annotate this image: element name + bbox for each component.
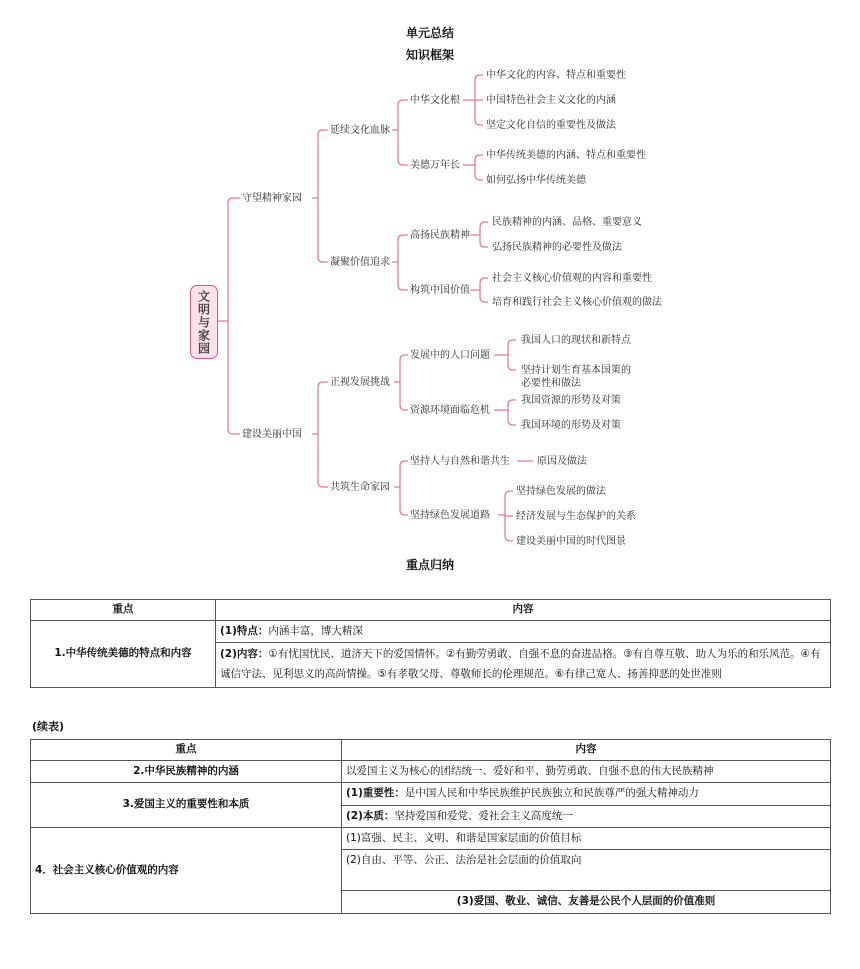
leaf-brace-trunk: [475, 155, 480, 180]
leaf-brace-trunk: [480, 222, 485, 247]
level3-node: 中华文化根: [410, 95, 460, 106]
mind-map-root: 文明与家园: [190, 285, 218, 359]
leaf-node: 社会主义核心价值观的内容和重要性: [492, 273, 652, 284]
content-cell: [342, 805, 831, 827]
leaf-node: 中华传统美德的内涵、特点和重要性: [486, 150, 646, 161]
content-cell: (3)爱国、敬业、诚信、友善是公民个人层面的价值准则: [342, 891, 831, 913]
l1a-brace-trunk: [318, 130, 323, 262]
continued-label: (续表): [32, 720, 65, 733]
header-key: 重点: [31, 600, 216, 621]
level2-node: 正视发展挑战: [330, 377, 390, 388]
leaf-node: 原因及做法: [537, 456, 587, 467]
level3-node: 坚持绿色发展道路: [410, 510, 490, 521]
leaf-node: 必要性和做法: [521, 378, 581, 389]
leaf-node: 我国人口的现状和新特点: [521, 335, 631, 346]
key-cell: 1.中华传统美德的特点和内容: [31, 621, 216, 688]
summary-table-1: [30, 599, 831, 688]
level3-node: 资源环境面临危机: [410, 405, 490, 416]
table-row: [31, 621, 831, 643]
table-row: [31, 761, 831, 783]
header-content: 内容: [216, 600, 831, 621]
feature-label: (1)特点：: [220, 625, 269, 637]
content-cell: [342, 783, 831, 805]
importance-label: (1)重要性：: [346, 787, 405, 800]
table-row: [31, 783, 831, 805]
leaf-node: 坚持计划生育基本国策的: [521, 365, 631, 376]
leaf-brace-trunk: [508, 400, 513, 425]
table-header-row: [31, 600, 831, 621]
summary-table-2: [30, 739, 831, 914]
l2d-brace-trunk: [400, 461, 405, 515]
key-cell: 4．社会主义核心价值观的内容: [31, 827, 342, 913]
level3-node: 发展中的人口问题: [410, 350, 490, 361]
level1-node: 建设美丽中国: [242, 429, 302, 440]
l2a-brace-trunk: [398, 100, 403, 165]
content-label: (2)内容：: [220, 648, 269, 661]
leaf-node: 我国环境的形势及对策: [521, 420, 621, 431]
leaf-node: 建设美丽中国的时代图景: [516, 536, 626, 547]
key-cell: 3.爱国主义的重要性和本质: [31, 783, 342, 828]
content-cell: [216, 621, 831, 643]
feature-text: 内涵丰富，博大精深: [268, 625, 363, 637]
leaf-brace-trunk: [480, 278, 485, 302]
content-cell: (2)自由、平等、公正、法治是社会层面的价值取向: [342, 850, 831, 891]
header-key: 重点: [31, 740, 342, 761]
leaf-node: 如何弘扬中华传统美德: [486, 175, 586, 186]
content-cell: [216, 643, 831, 688]
l1b-brace-trunk: [318, 382, 323, 487]
leaf-node: 坚持绿色发展的做法: [516, 486, 606, 497]
level3-node: 高扬民族精神: [410, 230, 470, 241]
leaf-node: 民族精神的内涵、品格、重要意义: [492, 217, 642, 228]
leaf-node: 中华文化的内容、特点和重要性: [486, 70, 626, 81]
content-text: ①有忧国忧民、道济天下的爱国情怀。②有勤劳勇敢、自强不息的奋进品格。③有自尊互敬、助人为乐的和乐风范。④有诚信守法、见利思义的高尚情操。⑤有孝敬父母、尊敬师长的伦理规范。⑥有律己宽人、扬善抑恶的处世准则: [220, 648, 821, 681]
header-content: 内容: [342, 740, 831, 761]
leaf-node: 中国特色社会主义文化的内涵: [486, 95, 616, 106]
leaf-node: 经济发展与生态保护的关系: [516, 511, 636, 522]
leaf-node: 坚定文化自信的重要性及做法: [486, 120, 616, 131]
essence-label: (2)本质：: [346, 809, 395, 822]
level1-node: 守望精神家园: [242, 193, 302, 204]
l2b-brace-trunk: [398, 235, 403, 290]
content-cell: 以爱国主义为核心的团结统一、爱好和平、勤劳勇敢、自强不息的伟大民族精神: [342, 761, 831, 783]
table-row: [31, 827, 831, 849]
level2-node: 延续文化血脉: [330, 125, 390, 136]
content-cell: (1)富强、民主、文明、和谐是国家层面的价值目标: [342, 827, 831, 849]
leaf-brace-trunk: [508, 340, 513, 370]
leaf-node: 我国资源的形势及对策: [521, 395, 621, 406]
framework-heading: 知识框架: [405, 48, 454, 62]
level3-node: 坚持人与自然和谐共生: [410, 456, 510, 467]
level2-node: 凝聚价值追求: [330, 257, 390, 268]
leaf-node: 培育和践行社会主义核心价值观的做法: [492, 297, 662, 308]
importance-text: 是中国人民和中华民族维护民族独立和民族尊严的强大精神动力: [404, 787, 699, 800]
page-title: 单元总结: [405, 26, 454, 40]
level2-node: 共筑生命家园: [330, 482, 390, 493]
key-cell: 2.中华民族精神的内涵: [31, 761, 342, 783]
essence-text: 坚持爱国和爱党、爱社会主义高度统一: [394, 809, 573, 822]
level3-node: 美德万年长: [410, 160, 460, 171]
level3-node: 构筑中国价值: [410, 285, 470, 296]
leaf-node: 弘扬民族精神的必要性及做法: [492, 242, 622, 253]
summary-heading: 重点归纳: [405, 558, 454, 572]
root-brace-trunk: [228, 198, 233, 434]
l2c-brace-trunk: [400, 355, 405, 410]
table-header-row: [31, 740, 831, 761]
